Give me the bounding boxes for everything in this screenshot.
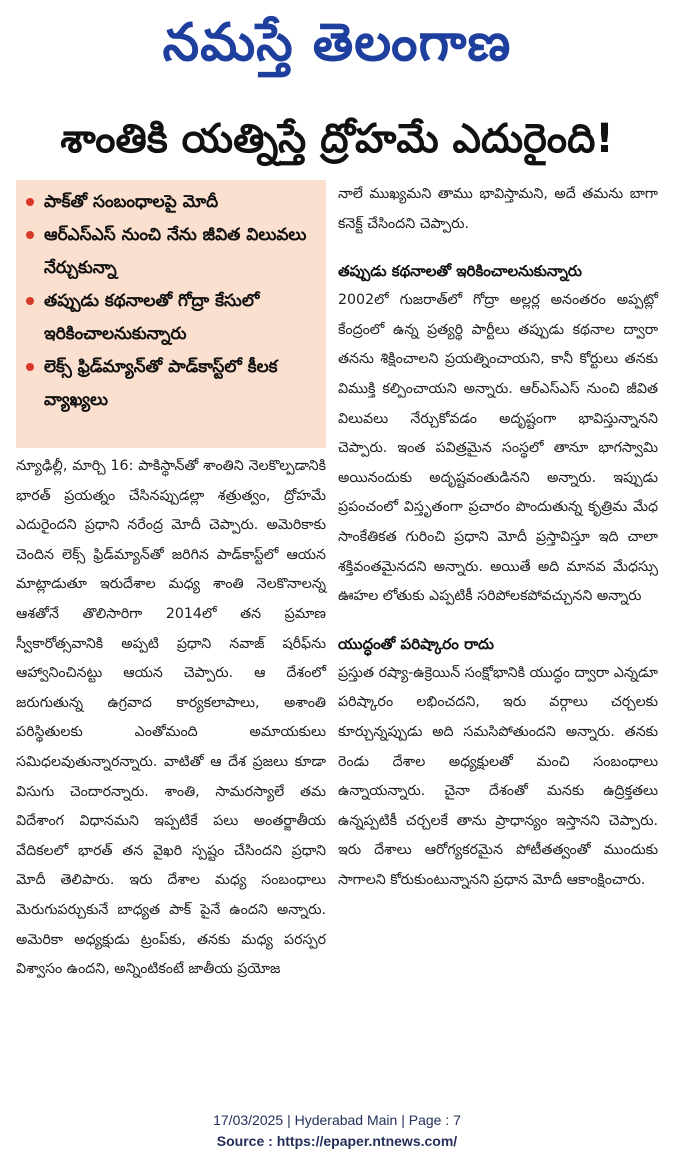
section-subhead: యుద్ధంతో పరిష్కారం రాదు: [338, 634, 494, 653]
article-body-left: న్యూఢిల్లీ, మార్చి 16: పాకిస్థాన్‌తో శాంతిని నెలకొల్పడానికి భారత్ ప్రయత్నం చేసినప్పుడల్లా శత్రుత్వం, ద్రోహమే ఎదురైందని ప్రధాని నరేంద్ర మోదీ చెప్పారు. అమెరికాకు చెందిన లెక్స్ ఫ్రిడ్‌మ్యాన్‌తో జరిగిన పాడ్‌కాస్ట్‌లో ఆయన మాట్లాడుతూ ఇరుదేశాల మధ్య శాంతి నెలకొనాలన్న ఆశతోనే తొలిసారిగా 2014లో తన ప్రమాణ స్వీకారోత్సవానికి అప్పటి ప్రధాని నవాజ్ షరీఫ్‌ను ఆహ్వానించినట్టు ఆయన చెప్పారు. ఆ దేశంలో జరుగుతున్న ఉగ్రవాద కార్యకలాపాలు, అశాంతి పరిస్థితులకు ఎంతోమంది అమాయకులు సమిధలవుతున్నారన్నారు. వాటితో ఆ దేశ ప్రజలు కూడా విసుగు చెందారన్నారు. శాంతి, సామరస్యాలే తమ విదేశాంగ విధానమని ఇప్పటికే పలు అంతర్జాతీయ వేదికలలో భారత్ తన వైఖరి స్పష్టం చేసిందని ప్రధాని మోదీ తెలిపారు. ఇరు దేశాల మధ్య సంబంధాలు మెరుగుపర్చుకునే బాధ్యత పాక్ పైనే ఉందని అన్నారు. అమెరికా అధ్యక్షుడు ట్రంప్‌కు, తనకు మధ్య పరస్పర విశ్వాసం ఉందని, అన్నింటికంటే జాతీయ ప్రయోజ: [16, 458, 326, 978]
highlight-text: తప్పుడు కథనాలతో గోద్రా కేసులో ఇరికించాలనుకున్నారు: [44, 291, 260, 344]
highlight-item: [26, 285, 318, 351]
highlight-text: లెక్స్ ఫ్రిడ్‌మ్యాన్‌తో పాడ్‌కాస్ట్‌లో కీలక వ్యాఖ్యలు: [44, 357, 278, 410]
highlight-item: [26, 219, 318, 285]
page-footer: [0, 1110, 674, 1152]
highlight-item: [26, 186, 318, 219]
bullet-icon: [26, 363, 34, 371]
article-section-2: ప్రస్తుత రష్యా-ఉక్రెయిన్ సంక్షోభానికి యుద్ధం ద్వారా ఎన్నడూ పరిష్కారం లభించదని, ఇరు వర్గాలు చర్చలకు కూర్చున్నప్పుడు అది సమసిపోతుందని అన్నారు. తనకు రెండు దేశాల అధ్యక్షులతో మంచి సంబంధాలు ఉన్నాయన్నారు. చైనా దేశంతో మనకు ఉద్రిక్తతలు ఉన్నప్పటికీ చర్చలకే తాను ప్రాధాన్యం ఇస్తానని చెప్పారు. ఇరు దేశాలు ఆరోగ్యకరమైన పోటీతత్వంతో ముందుకు సాగాలని కోరుకుంటున్నానని ప్రధాన మోదీ ఆకాంక్షించారు.: [338, 664, 658, 888]
masthead: [0, 0, 674, 92]
section-subhead: తప్పుడు కథనాలతో ఇరికించాలనుకున్నారు: [338, 262, 582, 281]
bullet-icon: [26, 198, 34, 206]
right-column: [338, 180, 658, 895]
source-link[interactable]: Source : https://epaper.ntnews.com/: [216, 1133, 458, 1149]
left-column: [16, 180, 326, 985]
bullet-icon: [26, 231, 34, 239]
headline: శాంతికి యత్నిస్తే ద్రోహమే ఎదురైంది!: [60, 116, 614, 162]
highlight-item: [26, 351, 318, 417]
article-section-1: 2002లో గుజరాత్‌లో గోద్రా అల్లర్ల అనంతరం అప్పట్లో కేంద్రంలో ఉన్న ప్రత్యర్థి పార్టీలు తప్పుడు కథనాల ద్వారా తనను శిక్షించాలని ప్రయత్నించాయని, కానీ కోర్టులు తనకు విముక్తి కల్పించాయని అన్నారు. ఆర్‌ఎస్‌ఎస్ నుంచి జీవిత విలువలు నేర్చుకోవడం అదృష్టంగా భావిస్తున్నానని చెప్పారు. ఇంత పవిత్రమైన సంస్థలో తానూ భాగస్వామి అయినందుకు అదృష్టవంతుడినని అన్నారు. ఇప్పుడు ప్రపంచంలో విస్తృతంగా ప్రచారం పొందుతున్న కృత్రిమ మేధ సాంకేతికత గురించి ప్రధాని మోదీ ప్రస్తావిస్తూ ఇది చాలా శక్తివంతమైనదని అన్నారు. అయితే అది మానవ మేధస్సు ఊహల లోతుకు ఎప్పటికీ సరిపోలకపోవచ్చునని అన్నారు: [338, 292, 658, 605]
bullet-icon: [26, 297, 34, 305]
edition-info: 17/03/2025 | Hyderabad Main | Page : 7: [213, 1112, 461, 1128]
highlight-text: పాక్‌తో సంబంధాలపై మోదీ: [44, 192, 219, 212]
highlight-text: ఆర్‌ఎస్‌ఎస్ నుంచి నేను జీవిత విలువలు నేర్చుకున్నా: [44, 225, 307, 278]
article-continuation: నాలే ముఖ్యమని తాము భావిస్తామని, అదే తమను బాగా కనెక్ట్ చేసిందని చెప్పారు.: [338, 186, 658, 232]
newspaper-logo: నమస్తే తెలంగాణ: [162, 12, 512, 73]
highlights-box: [16, 180, 326, 448]
